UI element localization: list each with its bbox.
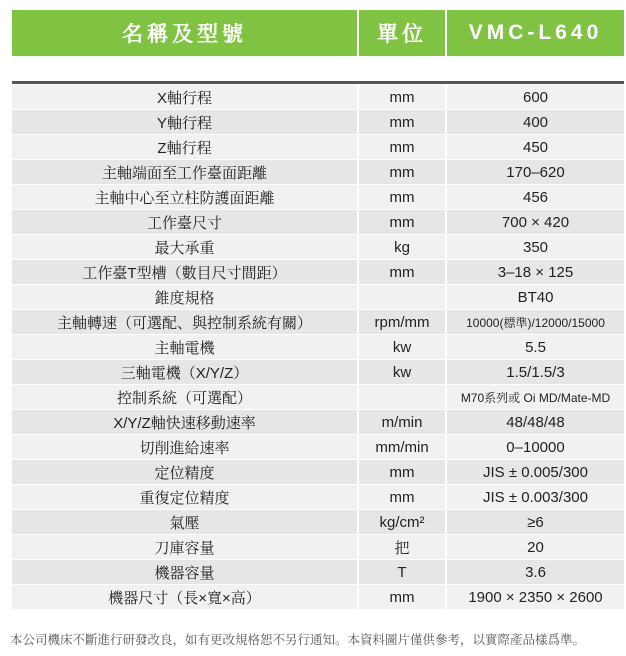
table-row (12, 185, 624, 210)
row-name: X/Y/Z軸快速移動速率 (12, 410, 358, 435)
row-unit: mm (358, 460, 446, 485)
row-value: 350 (446, 235, 624, 260)
row-name: 工作臺T型槽（數目尺寸間距） (12, 260, 358, 285)
row-name: 三軸電機（X/Y/Z） (12, 360, 358, 385)
row-unit: kw (358, 360, 446, 385)
row-value: M70系列或 Oi MD/Mate-MD (446, 385, 624, 410)
row-unit: mm (358, 85, 446, 110)
row-value: 170–620 (446, 160, 624, 185)
table-row (12, 560, 624, 585)
table-row (12, 285, 624, 310)
row-name: 錐度規格 (12, 285, 358, 310)
row-unit: mm (358, 185, 446, 210)
row-unit: rpm/mm (358, 310, 446, 335)
row-value: 0–10000 (446, 435, 624, 460)
row-name: 刀庫容量 (12, 535, 358, 560)
header-name: 名稱及型號 (12, 10, 358, 56)
table-row (12, 435, 624, 460)
header-model: VMC-L640 (446, 10, 624, 56)
table-row (12, 360, 624, 385)
row-name: 主軸端面至工作臺面距離 (12, 160, 358, 185)
table-row (12, 485, 624, 510)
table-row (12, 310, 624, 335)
row-value: JIS ± 0.005/300 (446, 460, 624, 485)
row-unit: kw (358, 335, 446, 360)
row-unit: mm (358, 585, 446, 610)
table-row (12, 85, 624, 110)
row-unit (358, 285, 446, 310)
row-name: 切削進給速率 (12, 435, 358, 460)
row-value: 20 (446, 535, 624, 560)
row-value: 1.5/1.5/3 (446, 360, 624, 385)
table-row (12, 585, 624, 610)
row-value: 456 (446, 185, 624, 210)
row-value: 450 (446, 135, 624, 160)
table-row (12, 510, 624, 535)
row-value: 10000(標準)/12000/15000 (446, 310, 624, 335)
table-row (12, 210, 624, 235)
table-row (12, 335, 624, 360)
row-value: JIS ± 0.003/300 (446, 485, 624, 510)
row-name: Z軸行程 (12, 135, 358, 160)
row-unit: mm/min (358, 435, 446, 460)
row-unit (358, 385, 446, 410)
row-name: 工作臺尺寸 (12, 210, 358, 235)
table-row (12, 260, 624, 285)
table-header (12, 10, 624, 56)
row-unit: kg (358, 235, 446, 260)
row-name: 定位精度 (12, 460, 358, 485)
table-row (12, 385, 624, 410)
row-unit: mm (358, 485, 446, 510)
row-value: 1900 × 2350 × 2600 (446, 585, 624, 610)
table-row (12, 535, 624, 560)
row-unit: m/min (358, 410, 446, 435)
row-unit: mm (358, 160, 446, 185)
row-unit: mm (358, 260, 446, 285)
row-value: 3–18 × 125 (446, 260, 624, 285)
row-unit: mm (358, 110, 446, 135)
row-name: 機器容量 (12, 560, 358, 585)
footnote: 本公司機床不斷進行研發改良，如有更改規格恕不另行通知。本資料圖片僅供參考，以實際產品樣爲準。 (10, 633, 586, 647)
table-body (12, 56, 624, 610)
row-value: BT40 (446, 285, 624, 310)
table-row (12, 110, 624, 135)
row-name: X軸行程 (12, 85, 358, 110)
table-row (12, 460, 624, 485)
row-unit: mm (358, 135, 446, 160)
row-value: 400 (446, 110, 624, 135)
row-value: 600 (446, 85, 624, 110)
row-name: 重復定位精度 (12, 485, 358, 510)
table-row (12, 410, 624, 435)
row-unit: mm (358, 210, 446, 235)
row-value: 700 × 420 (446, 210, 624, 235)
row-name: 最大承重 (12, 235, 358, 260)
row-value: ≥6 (446, 510, 624, 535)
row-name: 控制系統（可選配） (12, 385, 358, 410)
table-row (12, 135, 624, 160)
spec-table (12, 10, 624, 610)
row-name: 主軸電機 (12, 335, 358, 360)
row-unit: T (358, 560, 446, 585)
row-value: 48/48/48 (446, 410, 624, 435)
header-gap (12, 56, 624, 81)
row-name: 氣壓 (12, 510, 358, 535)
row-name: 機器尺寸（長×寬×高） (12, 585, 358, 610)
table-row (12, 235, 624, 260)
row-name: 主軸轉速（可選配、與控制系統有關） (12, 310, 358, 335)
table-row (12, 160, 624, 185)
row-name: Y軸行程 (12, 110, 358, 135)
header-unit: 單位 (358, 10, 446, 56)
row-unit: 把 (358, 535, 446, 560)
row-value: 5.5 (446, 335, 624, 360)
row-name: 主軸中心至立柱防護面距離 (12, 185, 358, 210)
row-value: 3.6 (446, 560, 624, 585)
row-unit: kg/cm² (358, 510, 446, 535)
